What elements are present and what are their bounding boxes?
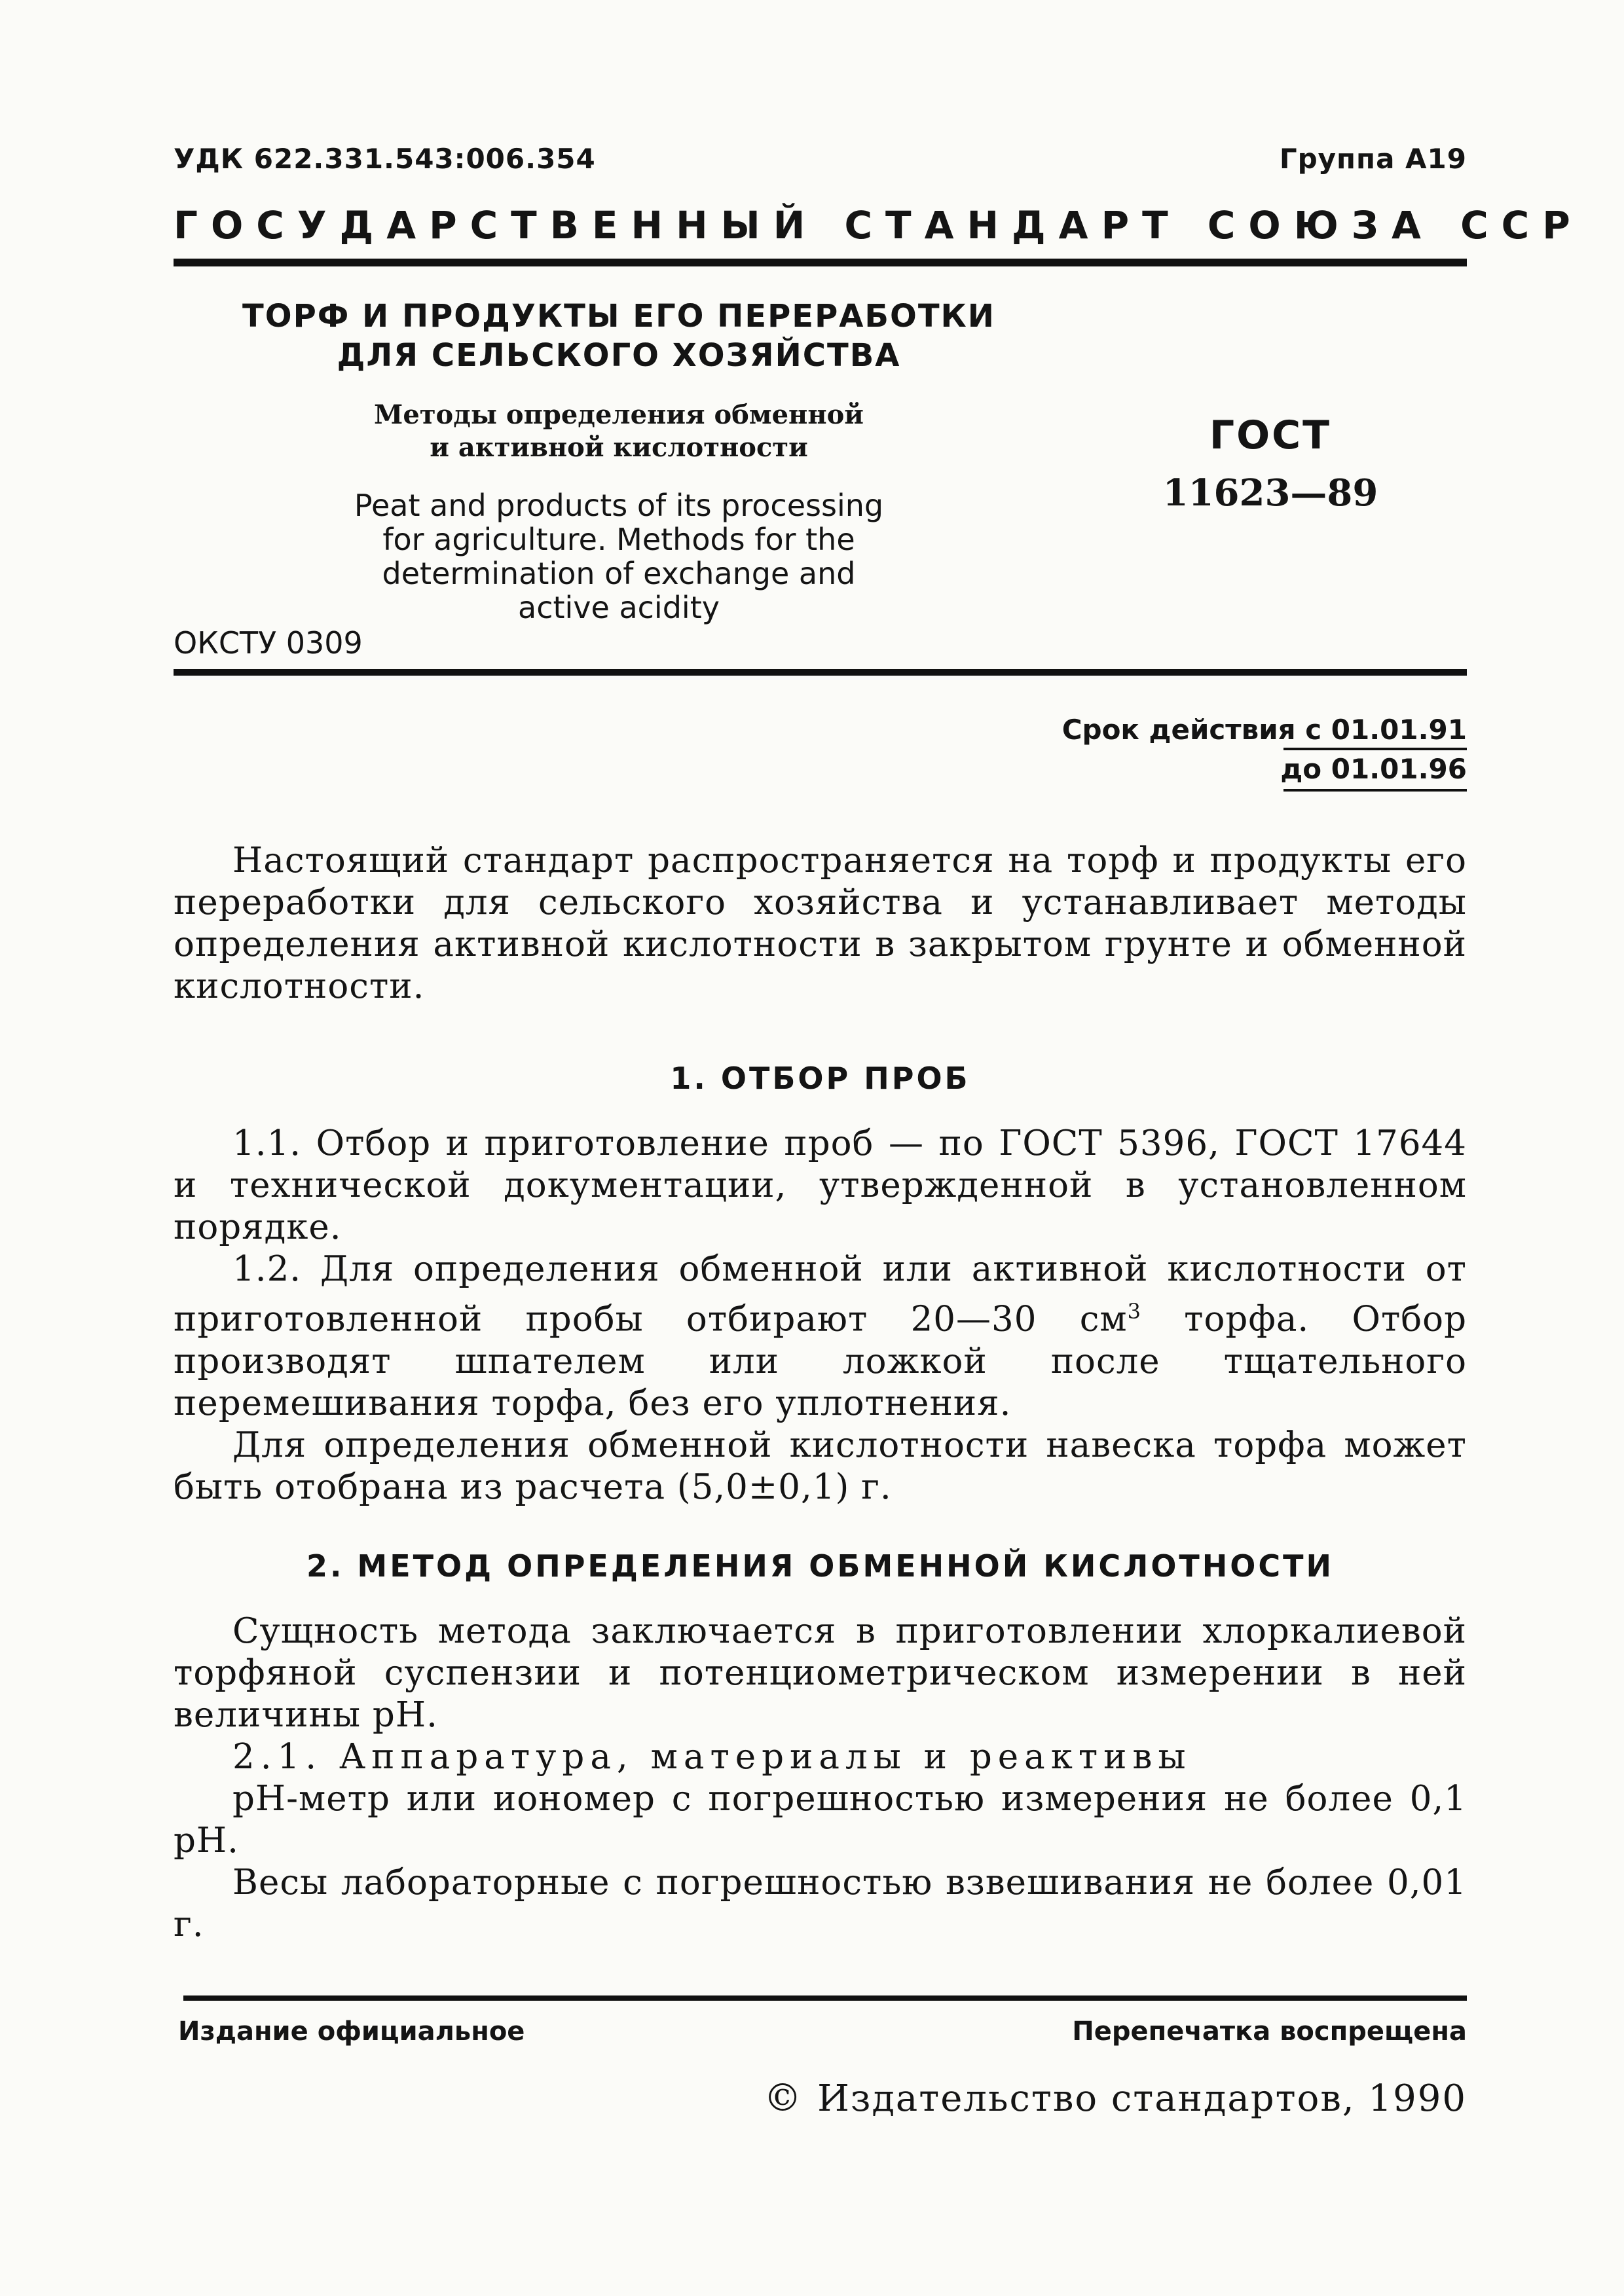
oksty-code: ОКСТУ 0309 bbox=[174, 625, 363, 661]
clause-2-1-title: 2.1. Аппаратура, материалы и реактивы bbox=[232, 1737, 1192, 1777]
title-rule bbox=[174, 669, 1467, 676]
english-title-line2: for agriculture. Methods for the bbox=[382, 522, 855, 557]
english-title-line3: determination of exchange and bbox=[382, 556, 856, 591]
document-title-line2: ДЛЯ СЕЛЬСКОГО ХОЗЯЙСТВА bbox=[337, 337, 901, 374]
validity-to: до 01.01.96 bbox=[1280, 753, 1467, 785]
copyright-icon: © bbox=[764, 2075, 803, 2120]
intro-paragraph bbox=[174, 840, 1467, 1008]
document-subtitle-line2: и активной кислотности bbox=[430, 432, 808, 463]
section-2-body bbox=[174, 1611, 1467, 1946]
method-essence: Сущность метода заключается в приготовлении хлоркалиевой торфяной суспензии и потенциометрическом измерении в ней величины pH. bbox=[174, 1611, 1467, 1735]
section-1-heading: 1. ОТБОР ПРОБ bbox=[670, 1061, 970, 1096]
intro-text: Настоящий стандарт распространяется на торф и продукты его переработки для сельского хозяйства и устанавливает методы определения активной кислотности в закрытом грунте и обменной кислотности. bbox=[174, 841, 1467, 1006]
banner-rule bbox=[174, 259, 1467, 266]
gost-number: 11623—89 bbox=[1162, 471, 1378, 515]
clause-1-2-end: торфа. Отбор производят шпателем или ложкой после тщательного перемешивания торфа, без его уплотнения. bbox=[174, 1299, 1467, 1423]
udc-code: УДК 622.331.543:006.354 bbox=[174, 143, 596, 175]
standard-banner: ГОСУДАРСТВЕННЫЙ СТАНДАРТ СОЮЗА ССР bbox=[174, 203, 1583, 247]
clause-1-1: 1.1. Отбор и приготовление проб — по ГОСТ 5396, ГОСТ 17644 и технической документации, утвержденной в установленном порядке. bbox=[174, 1123, 1467, 1247]
clause-1-2 bbox=[174, 1248, 1467, 1425]
validity-underline-1 bbox=[1283, 748, 1467, 750]
copyright-line bbox=[764, 2075, 1467, 2120]
group-code: Группа А19 bbox=[1279, 143, 1467, 175]
clause-1-2-note: Для определения обменной кислотности навеска торфа может быть отобрана из расчета (5,0±0,1) г. bbox=[174, 1425, 1467, 1507]
validity-underline-2 bbox=[1283, 789, 1467, 792]
document-title-line1: ТОРФ И ПРОДУКТЫ ЕГО ПЕРЕРАБОТКИ bbox=[242, 298, 995, 335]
scales-item: Весы лабораторные с погрешностью взвешивания не более 0,01 г. bbox=[174, 1863, 1467, 1944]
section-2-heading: 2. МЕТОД ОПРЕДЕЛЕНИЯ ОБМЕННОЙ КИСЛОТНОСТИ bbox=[306, 1548, 1335, 1584]
footer-rule bbox=[183, 1995, 1467, 2001]
clause-1-2-start: 1.2. Для определения обменной или активной кислотности от приготовленной пробы отбирают 20—30 см bbox=[174, 1249, 1467, 1339]
section-1-body bbox=[174, 1123, 1467, 1508]
english-title-line4: active acidity bbox=[518, 590, 720, 625]
official-edition: Издание официальное bbox=[178, 2016, 525, 2047]
publisher-text: Издательство стандартов, 1990 bbox=[817, 2077, 1467, 2120]
cubic-superscript: 3 bbox=[1127, 1299, 1141, 1324]
validity-from: Срок действия с 01.01.91 bbox=[1061, 714, 1467, 746]
ph-meter-item: pH-метр или иономер с погрешностью измерения не более 0,1 pH. bbox=[174, 1779, 1467, 1861]
reprint-prohibited: Перепечатка воспрещена bbox=[1072, 2016, 1467, 2047]
document-subtitle-line1: Методы определения обменной bbox=[374, 399, 864, 430]
gost-label: ГОСТ bbox=[1209, 412, 1332, 458]
english-title-line1: Peat and products of its processing bbox=[354, 488, 884, 523]
